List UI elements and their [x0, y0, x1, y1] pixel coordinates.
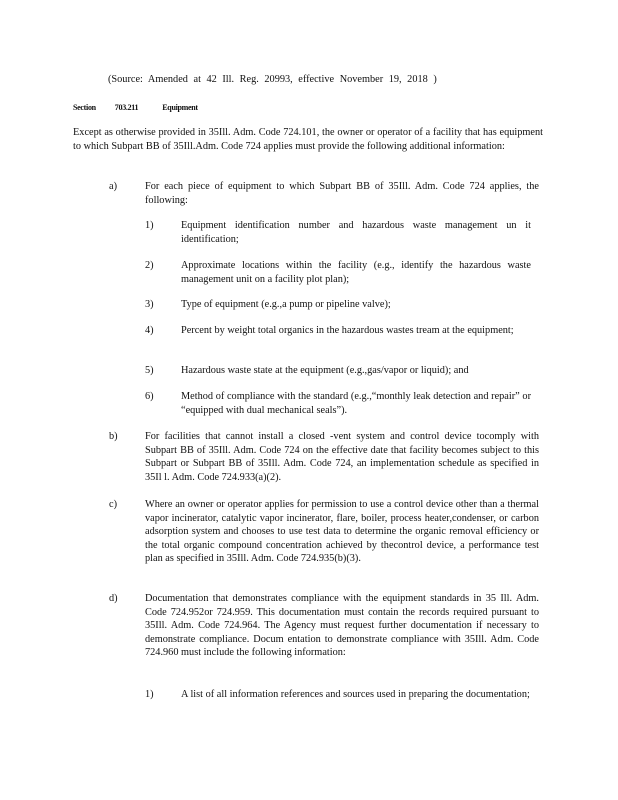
list-item-label: d)	[109, 593, 118, 604]
sub-item-text: Hazardous waste state at the equipment (e.g.,gas/vapor or liquid); and	[181, 365, 469, 376]
list-item-text: Where an owner or operator applies for permission to use a control device other than a thermal vapor incinerator, catalytic vapor incinerator, flare, boiler, process heater,condenser, or carbon adsorption system and chooses to use test data to determine the organic removal efficiency or the total organic compound concentration achieved by thecontrol device, a performance test plan as specified in 35Ill. Adm. Code 724.935(b)(3).	[145, 499, 539, 565]
list-item-label: a)	[109, 181, 117, 192]
list-item-text: Documentation that demonstrates compliance with the equipment standards in 35 Ill. Adm. Code 724.952or 724.959. This documentation must contain the records required pursuant to 35Ill. Adm. Code 724.964. The Agency must request further documentation if necessary to demonstrate compliance. Docum entation to demonstrate compliance with 35Ill. Adm. Code 724.960 must include the following information:	[145, 593, 539, 659]
source-note: (Source: Amended at 42 Ill. Reg. 20993, effective November 19, 2018 )	[108, 74, 437, 85]
sub-item-label: 5)	[145, 365, 154, 376]
sub-item-text: Equipment identification number and hazardous waste management un it identification;	[181, 220, 531, 245]
list-item-label: b)	[109, 431, 118, 442]
sub-item-label: 2)	[145, 260, 154, 271]
sub-item-label: 1)	[145, 689, 154, 700]
section-title: Equipment	[162, 103, 198, 112]
sub-item-text: A list of all information references and sources used in preparing the documentation;	[181, 689, 530, 700]
sub-item-text: Percent by weight total organics in the hazardous wastes tream at the equipment;	[181, 325, 514, 336]
sub-item-label: 6)	[145, 391, 154, 402]
sub-item-text: Method of compliance with the standard (e.g.,“monthly leak detection and repair” or “equipped with dual mechanical seals”).	[181, 391, 531, 416]
section-number: 703.211	[114, 103, 139, 112]
section-heading	[73, 101, 198, 115]
sub-item-label: 4)	[145, 325, 154, 336]
section-label: Section	[73, 103, 96, 112]
list-item-text: For facilities that cannot install a closed -vent system and control device tocomply with Subpart BB of 35Ill. Adm. Code 724 on the effective date that facility becomes subject to this Subpart or Subpart BB of 35Ill. Adm. Code 724, an implementation schedule as specified in 35Il l. Adm. Code 724.933(a)(2).	[145, 431, 539, 483]
sub-item-label: 1)	[145, 220, 154, 231]
sub-item-text: Type of equipment (e.g.,a pump or pipeline valve);	[181, 299, 391, 310]
list-item-text: For each piece of equipment to which Subpart BB of 35Ill. Adm. Code 724 applies, the following:	[145, 181, 539, 206]
sub-item-label: 3)	[145, 299, 154, 310]
intro-paragraph: Except as otherwise provided in 35Ill. Adm. Code 724.101, the owner or operator of a facility that has equipment to which Subpart BB of 35Ill.Adm. Code 724 applies must provide the following additional information:	[73, 127, 543, 152]
list-item-label: c)	[109, 499, 117, 510]
sub-item-text: Approximate locations within the facility (e.g., identify the hazardous waste management unit on a facility plot plan);	[181, 260, 531, 285]
